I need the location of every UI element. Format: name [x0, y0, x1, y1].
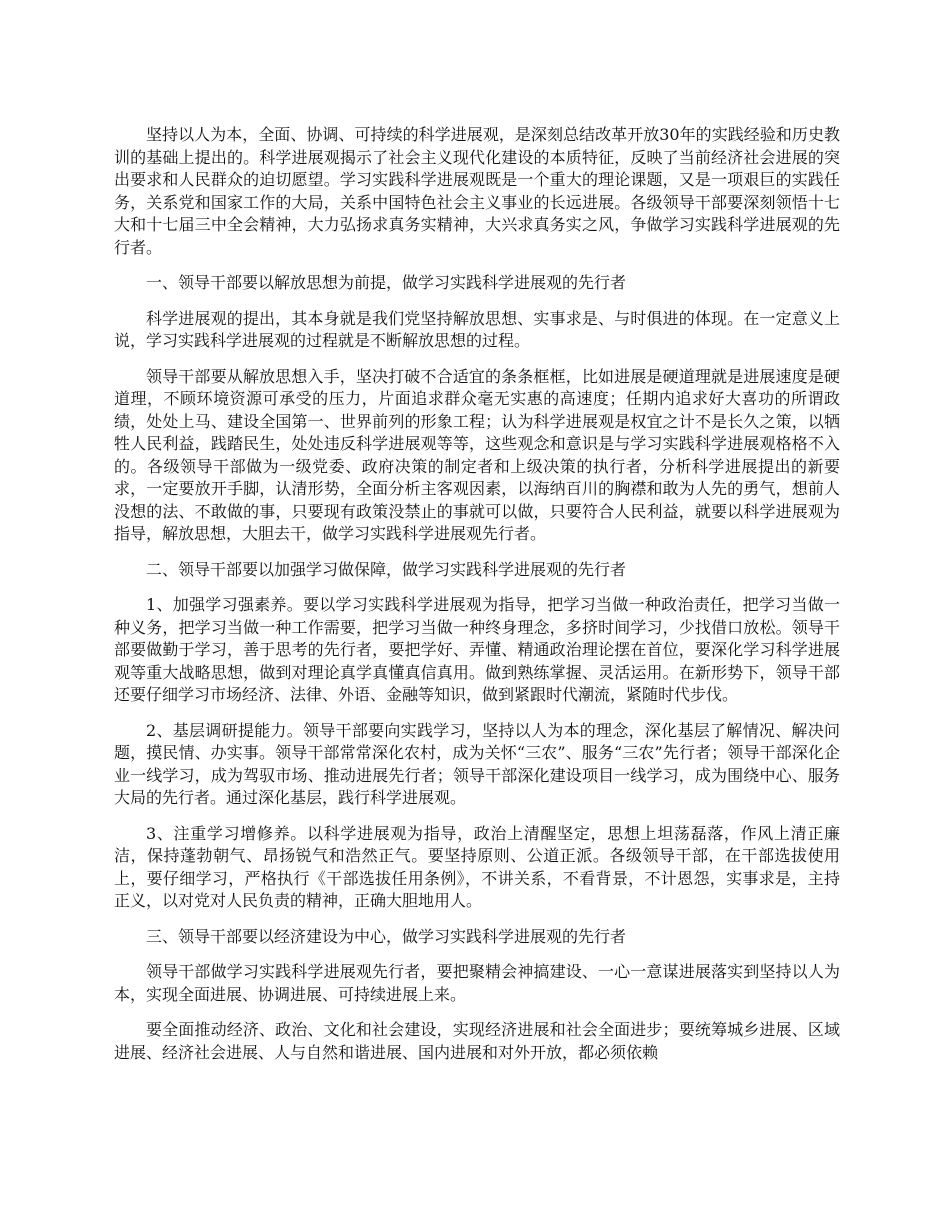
body-paragraph: 领导干部要从解放思想入手，坚决打破不合适宜的条条框框，比如进展是硬道理就是进展速度是硬道理，不顾环境资源可承受的压力，片面追求群众毫无实惠的高速度；任期内追求好大喜功的所谓政绩，处处上马、建设全国第一、世界前列的形象工程；认为科学进展观是权宜之计不是长久之策，以牺牲人民利益，践踏民生，处处违反科学进展观等等，这些观念和意识是与学习实践科学进展观格格不入的。各级领导干部做为一级党委、政府决策的制定者和上级决策的执行者，分析科学进展提出的新要求，一定要放开手脚，认清形势，全面分析主客观因素，以海纳百川的胸襟和敢为人先的勇气，想前人没想的法、不敢做的事，只要现有政策没禁止的事就可以做，只要符合人民利益，就要以科学进展观为指导，解放思想，大胆去干，做学习实践科学进展观先行者。: [114, 366, 840, 543]
body-paragraph: 领导干部做学习实践科学进展观先行者，要把聚精会神搞建设、一心一意谋进展落实到坚持以人为本，实现全面进展、协调进展、可持续进展上来。: [114, 962, 840, 1004]
body-paragraph: 2、基层调研提能力。领导干部要向实践学习，坚持以人为本的理念，深化基层了解情况、解决问题，摸民情、办实事。领导干部常常深化农村，成为关怀“三农”、服务“三农”先行者；领导干部深化企业一线学习，成为驾驭市场、推动进展先行者；领导干部深化建设项目一线学习，成为围绕中心、服务大局的先行者。通过深化基层，践行科学进展观。: [114, 720, 840, 807]
section-heading-1: 一、领导干部要以解放思想为前提，做学习实践科学进展观的先行者: [146, 273, 627, 292]
section-heading-2: 二、领导干部要以加强学习做保障，做学习实践科学进展观的先行者: [146, 559, 627, 579]
intro-paragraph: 坚持以人为本，全面、协调、可持续的科学进展观，是深刻总结改革开放30年的实践经验和历史教训的基础上提出的。科学进展观揭示了社会主义现代化建设的本质特征，反映了当前经济社会进展的突出要求和人民群众的迫切愿望。学习实践科学进展观既是一个重大的理论课题，又是一项艰巨的实践任务，关系党和国家工作的大局，关系中国特色社会主义事业的长远进展。各级领导干部要深刻领悟十七大和十七届三中全会精神，大力弘扬求真务实精神，大兴求真务实之风，争做学习实践科学进展观的先行者。: [114, 125, 840, 257]
body-paragraph: 3、注重学习增修养。以科学进展观为指导，政治上清醒坚定，思想上坦荡磊落，作风上清正廉洁，保持蓬勃朝气、昂扬锐气和浩然正气。要坚持原则、公道正派。各级领导干部，在干部选拔使用上，要仔细学习，严格执行《干部选拔任用条例》，不讲关系，不看背景，不计恩怨，实事求是，主持正义，以对党对人民负责的精神，正确大胆地用人。: [114, 823, 840, 910]
document-body: [114, 124, 840, 1077]
body-paragraph: 科学进展观的提出，其本身就是我们党坚持解放思想、实事求是、与时俱进的体现。在一定意义上说，学习实践科学进展观的过程就是不断解放思想的过程。: [114, 308, 840, 350]
body-paragraph: 要全面推动经济、政治、文化和社会建设，实现经济进展和社会全面进步；要统筹城乡进展、区域进展、经济社会进展、人与自然和谐进展、国内进展和对外开放，都必须依赖: [114, 1020, 840, 1062]
section-heading-3: 三、领导干部要以经济建设为中心，做学习实践科学进展观的先行者: [146, 926, 627, 946]
body-paragraph: 1、加强学习强素养。要以学习实践科学进展观为指导，把学习当做一种政治责任，把学习当做一种义务，把学习当做一种工作需要，把学习当做一种终身理念，多挤时间学习，少找借口放松。领导干部要做勤于学习，善于思考的先行者，要把学好、弄懂、精通政治理论摆在首位，要深化学习科学进展观等重大战略思想，做到对理论真学真懂真信真用。做到熟练掌握、灵活运用。在新形势下，领导干部还要仔细学习市场经济、法律、外语、金融等知识，做到紧跟时代潮流，紧随时代步伐。: [114, 595, 840, 704]
